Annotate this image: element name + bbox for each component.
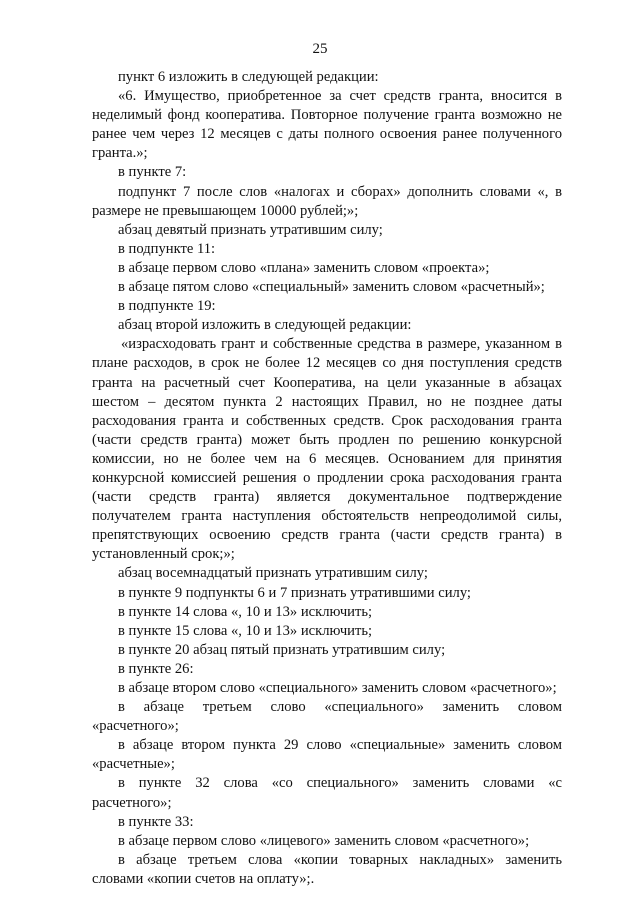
paragraph-19: в абзаце третьем слово «специального» заменить словом «расчетного»;: [92, 699, 562, 735]
paragraph-12: абзац восемнадцатый признать утратившим силу;: [118, 565, 428, 582]
paragraph-8: в абзаце пятом слово «специальный» заменить словом «расчетный»;: [118, 279, 545, 296]
page-number: 25: [312, 41, 328, 57]
paragraph-22: в пункте 33:: [118, 813, 194, 830]
paragraph-20: в абзаце втором пункта 29 слово «специальные» заменить словом «расчетные»;: [92, 737, 562, 773]
paragraph-23: в абзаце первом слово «лицевого» заменить словом «расчетного»;: [118, 832, 530, 849]
paragraph-4: подпункт 7 после слов «налогах и сборах» дополнить словами «, в размере не превышающем 10000 рублей;»;: [92, 183, 562, 219]
paragraph-13: в пункте 9 подпункты 6 и 7 признать утратившими силу;: [118, 584, 471, 601]
paragraph-15: в пункте 15 слова «, 10 и 13» исключить;: [118, 622, 373, 639]
paragraph-21: в пункте 32 слова «со специального» заменить словами «с расчетного»;: [92, 775, 562, 811]
paragraph-16: в пункте 20 абзац пятый признать утратившим силу;: [118, 641, 446, 658]
paragraph-5: абзац девятый признать утратившим силу;: [118, 221, 383, 238]
paragraph-3: в пункте 7:: [118, 164, 187, 181]
paragraph-18: в абзаце втором слово «специального» заменить словом «расчетного»;: [118, 680, 557, 696]
paragraph-2: «6. Имущество, приобретенное за счет средств гранта, вносится в неделимый фонд кооператива. Повторное получение гранта возможно не ранее чем через 12 месяцев с даты полного освоения ранее полученного гранта.»;: [92, 88, 562, 162]
paragraph-17: в пункте 26:: [118, 660, 194, 677]
paragraph-24: в абзаце третьем слова «копии товарных накладных» заменить словами «копии счетов на оплату»;.: [92, 851, 562, 887]
paragraph-1: пункт 6 изложить в следующей редакции:: [118, 69, 379, 85]
paragraph-14: в пункте 14 слова «, 10 и 13» исключить;: [118, 603, 373, 620]
paragraph-11: «израсходовать грант и собственные средства в размере, указанном в плане расходов, в срок не более 12 месяцев со дня поступления средств гранта на расчетный счет Кооператива, на цели указанные в абзацах шестом – десятом пункта 2 настоящих Правил, но не позднее даты расходования гранта и собственных средств. Срок расходования гранта (части средств гранта) может быть продлен по решению конкурсной комиссии, но не более чем на 6 месяцев. Основанием для принятия конкурсной комиссией решения о продлении срока расходования гранта (части средств гранта) является документальное подтверждение получателем гранта наступления обстоятельств непреодолимой силы, препятствующих освоению средств гранта (части средств гранта) в установленный срок;»;: [92, 336, 562, 563]
paragraph-9: в подпункте 19:: [118, 298, 216, 315]
paragraph-7: в абзаце первом слово «плана» заменить словом «проекта»;: [118, 259, 490, 276]
paragraph-10: абзац второй изложить в следующей редакции:: [118, 317, 412, 334]
paragraph-6: в подпункте 11:: [118, 240, 216, 257]
document-body: [92, 68, 562, 889]
